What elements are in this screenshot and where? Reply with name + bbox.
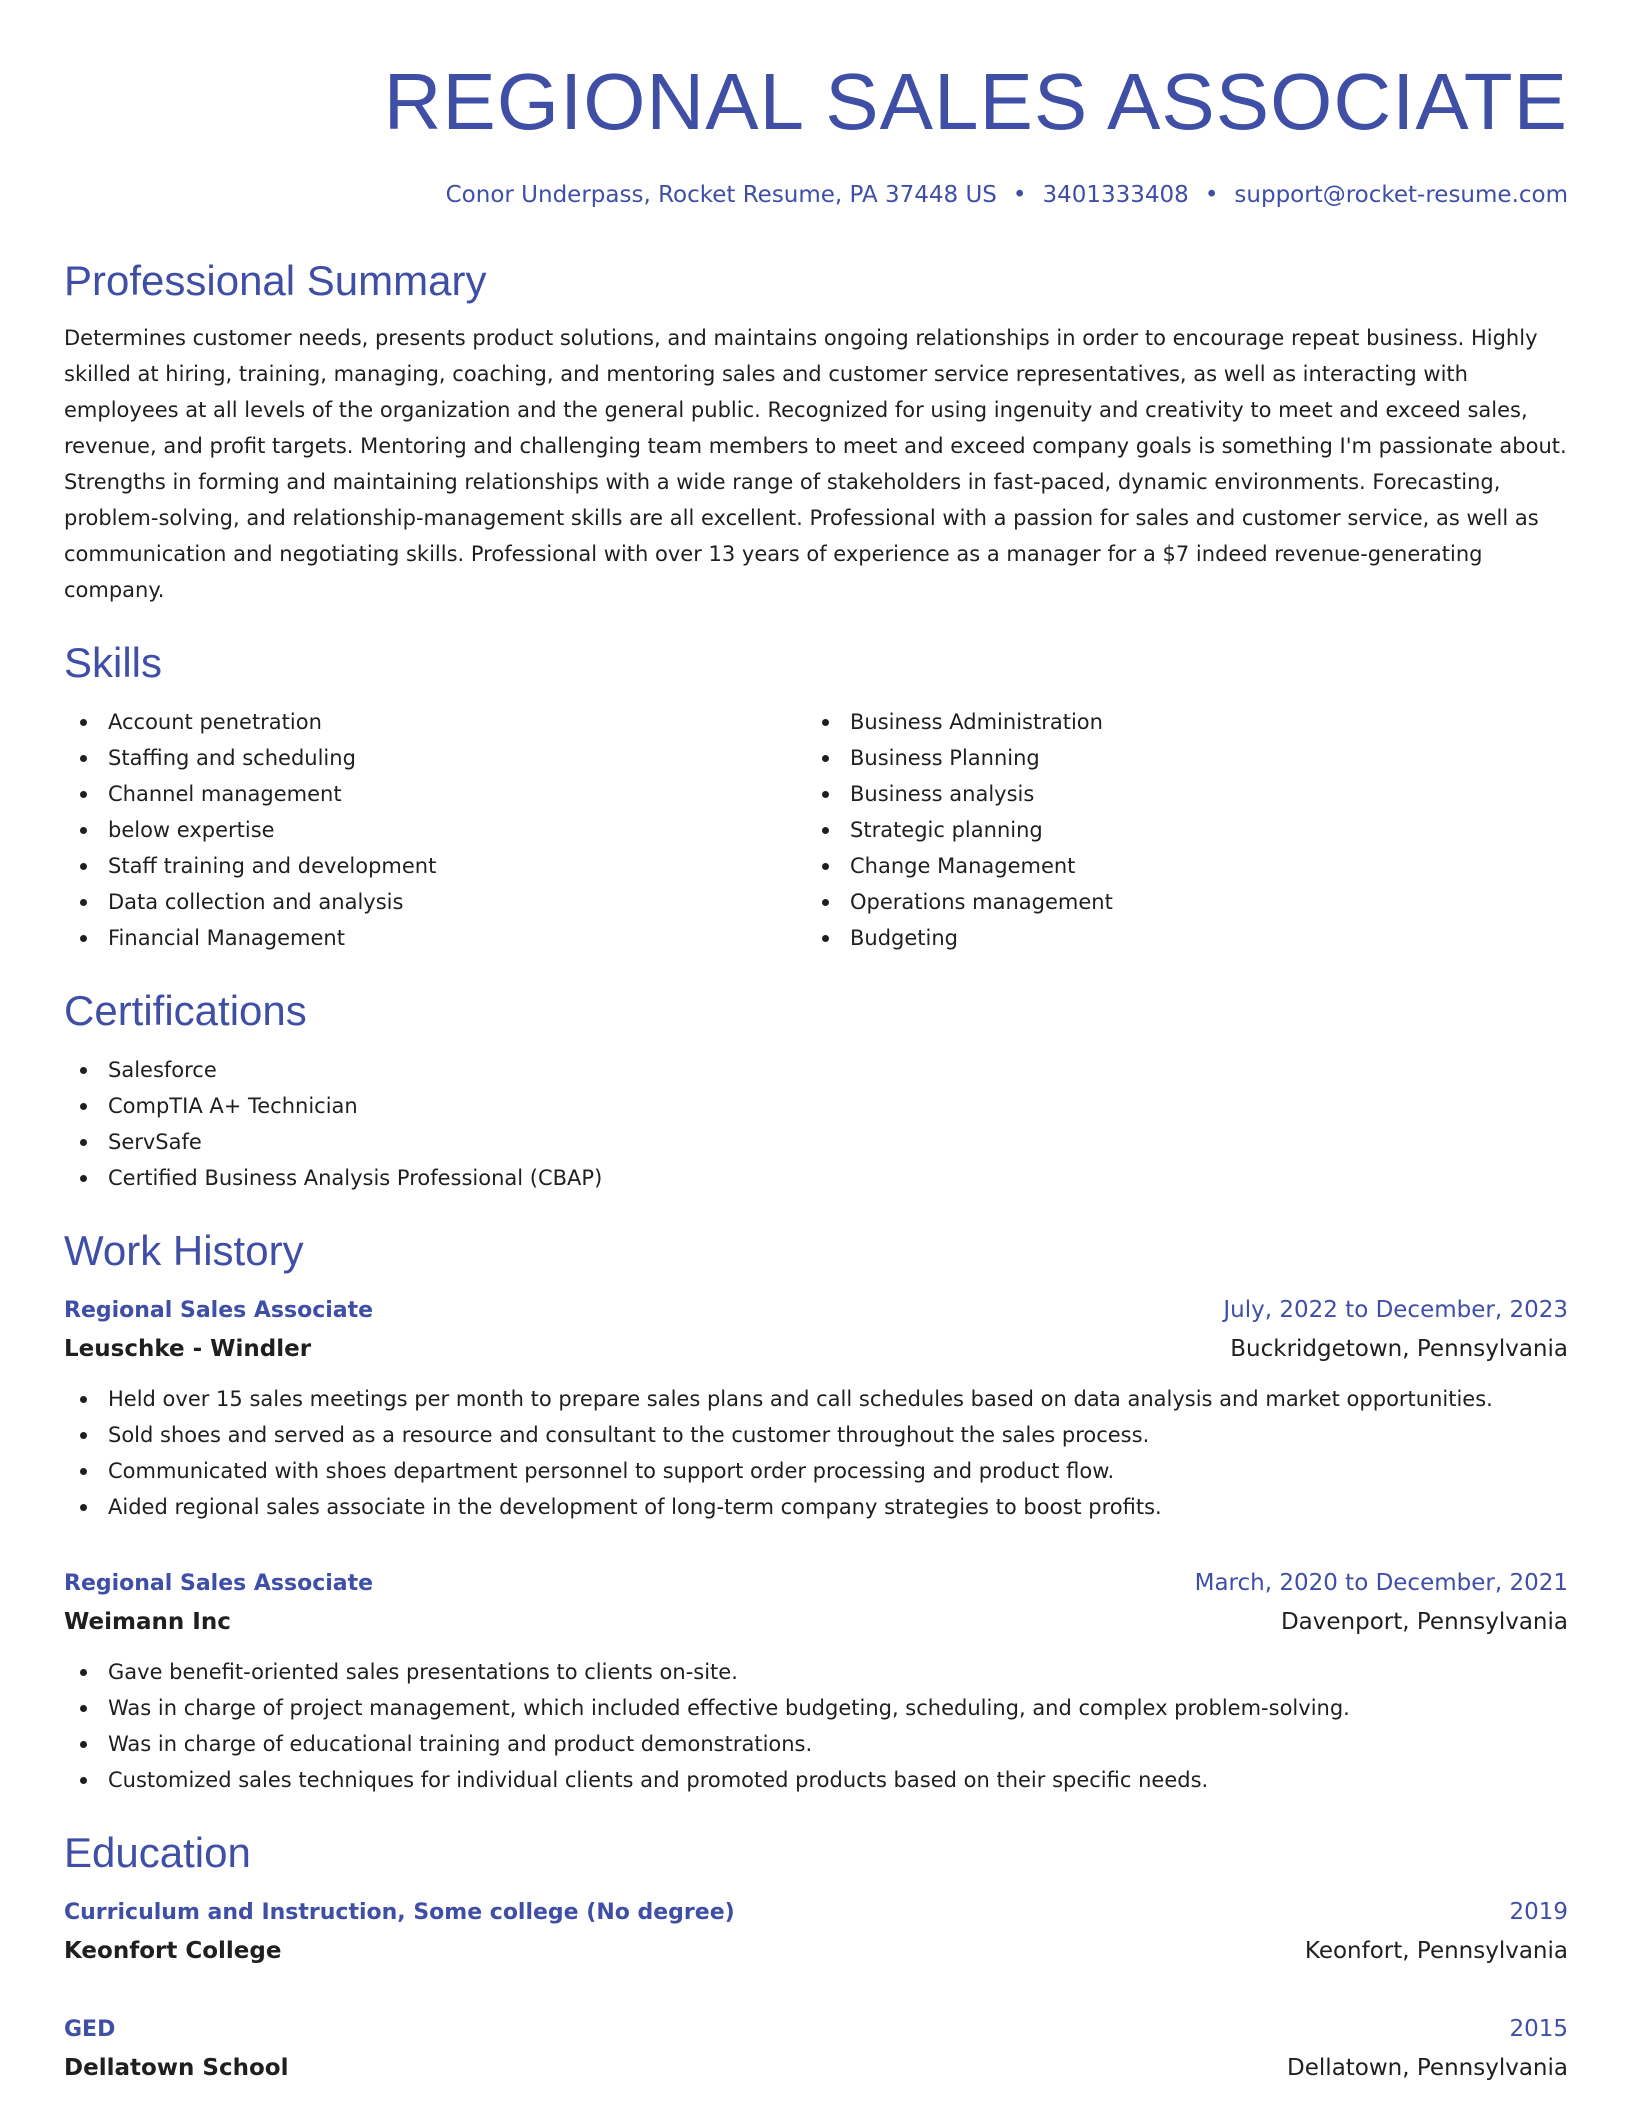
job-entry (64, 1565, 1568, 1798)
education-entry (64, 2011, 1568, 2088)
education-degree: Curriculum and Instruction, Some college (No degree) (64, 1900, 735, 1925)
certification-item: Salesforce (64, 1052, 1568, 1088)
job-bullets (64, 1381, 1568, 1525)
job-company: Leuschke - Windler (64, 1336, 312, 1362)
job-company: Weimann Inc (64, 1609, 231, 1635)
job-dates: March, 2020 to December, 2021 (1194, 1570, 1568, 1596)
skills-list-right (806, 704, 1548, 956)
job-location: Buckridgetown, Pennsylvania (1230, 1336, 1568, 1362)
work-history-heading: Work History (64, 1227, 304, 1274)
job-bullet: Sold shoes and served as a resource and consultant to the customer throughout the sales process. (64, 1417, 1568, 1453)
education-year: 2019 (1509, 1899, 1568, 1925)
contact-line (64, 180, 1568, 210)
job-role: Regional Sales Associate (64, 1571, 374, 1596)
skill-item: Financial Management (64, 920, 806, 956)
certification-item: CompTIA A+ Technician (64, 1088, 1568, 1124)
skill-item: Business analysis (806, 776, 1548, 812)
job-location: Davenport, Pennsylvania (1280, 1609, 1568, 1635)
job-bullet: Held over 15 sales meetings per month to prepare sales plans and call schedules based on data analysis and market opportunities. (64, 1381, 1568, 1417)
contact-email: support@rocket-resume.com (1234, 182, 1568, 208)
skill-item: Staff training and development (64, 848, 806, 884)
education-entry (64, 1894, 1568, 1971)
skill-item: Operations management (806, 884, 1548, 920)
skills-list-left (64, 704, 806, 956)
certifications-section (64, 984, 1568, 1196)
education-school: Keonfort College (64, 1938, 282, 1964)
education-heading: Education (64, 1829, 251, 1876)
job-bullet: Communicated with shoes department personnel to support order processing and product flow. (64, 1453, 1568, 1489)
skill-item: Budgeting (806, 920, 1548, 956)
education-degree: GED (64, 2017, 116, 2042)
education-school: Dellatown School (64, 2055, 289, 2081)
summary-heading: Professional Summary (64, 257, 487, 304)
job-bullet: Aided regional sales associate in the development of long-term company strategies to boost profits. (64, 1489, 1568, 1525)
skill-item: Channel management (64, 776, 806, 812)
resume-header (64, 52, 1568, 210)
job-bullets (64, 1654, 1568, 1798)
skills-grid (64, 704, 1568, 956)
job-bullet: Was in charge of project management, which included effective budgeting, scheduling, and complex problem-solving. (64, 1690, 1568, 1726)
job-dates: July, 2022 to December, 2023 (1223, 1297, 1568, 1323)
contact-phone: 3401333408 (1042, 182, 1189, 208)
certifications-heading: Certifications (64, 987, 307, 1034)
education-year: 2015 (1509, 2016, 1568, 2042)
skill-item: Data collection and analysis (64, 884, 806, 920)
skills-section (64, 636, 1568, 956)
skill-item: Strategic planning (806, 812, 1548, 848)
job-role: Regional Sales Associate (64, 1298, 374, 1323)
skill-item: Staffing and scheduling (64, 740, 806, 776)
certifications-list (64, 1052, 1568, 1196)
page-title: REGIONAL SALES ASSOCIATE (383, 57, 1568, 146)
certification-item: Certified Business Analysis Professional (CBAP) (64, 1160, 1568, 1196)
contact-separator: • (1204, 182, 1219, 208)
education-location: Dellatown, Pennsylvania (1287, 2055, 1568, 2081)
certification-item: ServSafe (64, 1124, 1568, 1160)
job-bullet: Gave benefit-oriented sales presentations to clients on-site. (64, 1654, 1568, 1690)
job-entry (64, 1292, 1568, 1525)
job-bullet: Customized sales techniques for individual clients and promoted products based on their specific needs. (64, 1762, 1568, 1798)
education-section (64, 1826, 1568, 2088)
education-location: Keonfort, Pennsylvania (1304, 1938, 1568, 1964)
skill-item: Business Planning (806, 740, 1548, 776)
work-history-section (64, 1224, 1568, 1798)
contact-address: Conor Underpass, Rocket Resume, PA 37448 US (445, 182, 997, 208)
skills-heading: Skills (64, 639, 163, 686)
skill-item: Account penetration (64, 704, 806, 740)
skill-item: Business Administration (806, 704, 1548, 740)
contact-separator: • (1012, 182, 1027, 208)
skill-item: Change Management (806, 848, 1548, 884)
skill-item: below expertise (64, 812, 806, 848)
summary-text: Determines customer needs, presents product solutions, and maintains ongoing relationships in order to encourage repeat business. Highly skilled at hiring, training, managing, coaching, and mentoring sales and customer service representatives, as well as interacting with employees at all levels of the organization and the general public. Recognized for using ingenuity and creativity to meet and exceed sales, revenue, and profit targets. Mentoring and challenging team members to meet and exceed company goals is something I'm passionate about. Strengths in forming and maintaining relationships with a wide range of stakeholders in fast-paced, dynamic environments. Forecasting, problem-solving, and relationship-management skills are all excellent. Professional with a passion for sales and customer service, as well as communication and negotiating skills. Professional with over 13 years of experience as a manager for a $7 indeed revenue-generating company. (64, 326, 1567, 602)
job-bullet: Was in charge of educational training and product demonstrations. (64, 1726, 1568, 1762)
